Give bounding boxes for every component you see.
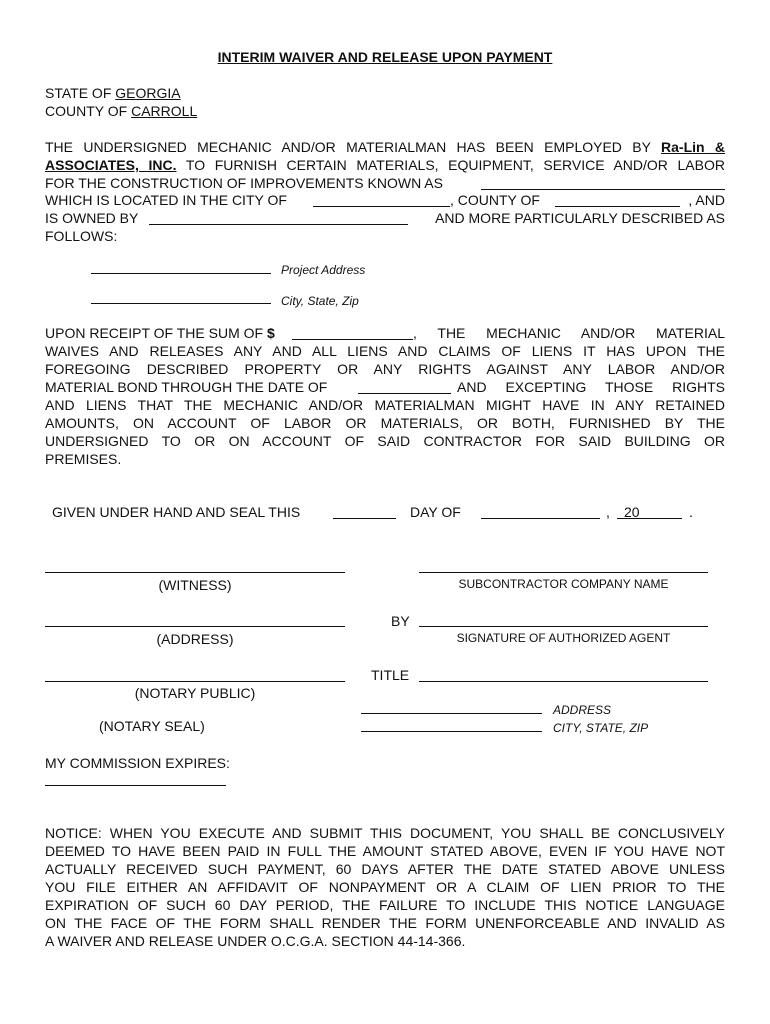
para1-text: THE UNDERSIGNED MECHANIC AND/OR MATERIALMAN HAS BEEN EMPLOYED BY bbox=[45, 139, 651, 155]
para2-line8: PREMISES. bbox=[45, 451, 122, 467]
state-line bbox=[45, 84, 181, 102]
notice-line4: YOU FILE EITHER AN AFFIDAVIT OF NONPAYMENT OR A CLAIM OF LIEN PRIOR TO THE bbox=[45, 879, 725, 895]
title-line[interactable] bbox=[419, 681, 708, 682]
owner-field[interactable] bbox=[149, 224, 408, 225]
para1-line4a: WHICH IS LOCATED IN THE CITY OF bbox=[45, 192, 287, 208]
commission-label: MY COMMISSION EXPIRES: bbox=[45, 755, 230, 771]
day-of-label: DAY OF bbox=[410, 504, 461, 520]
address-right-line[interactable] bbox=[361, 713, 542, 714]
county-line bbox=[45, 102, 197, 120]
period: . bbox=[689, 504, 693, 520]
year-prefix: 20 bbox=[624, 504, 640, 520]
project-address-field[interactable] bbox=[91, 273, 271, 274]
notary-seal-label: (NOTARY SEAL) bbox=[99, 718, 205, 734]
witness-label: (WITNESS) bbox=[158, 577, 232, 593]
para2-line7: UNDERSIGNED TO OR ON ACCOUNT OF SAID CONTRACTOR FOR SAID BUILDING OR bbox=[45, 433, 725, 449]
notice-line3: ACTUALLY RECEIVED SUCH PAYMENT, 60 DAYS AFTER THE DATE STATED ABOVE UNLESS bbox=[45, 861, 725, 877]
project-address-label: Project Address bbox=[281, 263, 366, 277]
para2-line1a bbox=[45, 324, 275, 342]
notice-line1: NOTICE: WHEN YOU EXECUTE AND SUBMIT THIS DOCUMENT, YOU SHALL BE CONCLUSIVELY bbox=[45, 825, 725, 841]
para1-line6: FOLLOWS: bbox=[45, 228, 118, 244]
para1-line5b: AND MORE PARTICULARLY DESCRIBED AS bbox=[435, 210, 725, 226]
county-label: COUNTY OF bbox=[45, 103, 128, 119]
notice-line5: EXPIRATION OF SUCH 60 DAY PERIOD, THE FAILURE TO INCLUDE THIS NOTICE LANGUAGE bbox=[45, 897, 725, 913]
day-field[interactable] bbox=[333, 518, 396, 519]
notice-line2: DEEMED TO HAVE BEEN PAID IN FULL THE AMOUNT STATED ABOVE, EVEN IF YOU HAVE NOT bbox=[45, 843, 725, 859]
para2-text: UPON RECEIPT OF THE SUM OF bbox=[45, 325, 264, 341]
notary-public-label: (NOTARY PUBLIC) bbox=[134, 685, 256, 701]
project-name-field[interactable] bbox=[481, 189, 725, 190]
state-value: GEORGIA bbox=[115, 85, 181, 101]
para1-line3: FOR THE CONSTRUCTION OF IMPROVEMENTS KNOWN AS bbox=[45, 175, 443, 191]
subcontractor-label: SUBCONTRACTOR COMPANY NAME bbox=[458, 577, 669, 591]
para2-line1c: , THE MECHANIC AND/OR MATERIAL bbox=[413, 325, 725, 341]
para2-line3: FOREGOING DESCRIBED PROPERTY OR ANY RIGHTS AGAINST ANY LABOR AND/OR bbox=[45, 361, 725, 377]
para2-line6: AMOUNTS, ON ACCOUNT OF LABOR OR MATERIALS, OR BOTH, FURNISHED BY THE bbox=[45, 415, 725, 431]
project-city-state-zip-field[interactable] bbox=[91, 303, 271, 304]
agent-signature-line[interactable] bbox=[419, 626, 708, 627]
para1-line5a: IS OWNED BY bbox=[45, 210, 139, 226]
comma: , bbox=[606, 504, 610, 520]
para2-line2: WAIVES AND RELEASES ANY AND ALL LIENS AND CLAIMS OF LIENS IT HAS UPON THE bbox=[45, 343, 725, 359]
notice-line7: A WAIVER AND RELEASE UNDER O.C.G.A. SECTION 44-14-366. bbox=[45, 933, 466, 949]
sum-amount-field[interactable] bbox=[292, 339, 413, 340]
month-field[interactable] bbox=[481, 518, 600, 519]
witness-address-line[interactable] bbox=[45, 626, 345, 627]
address-right-label: ADDRESS bbox=[553, 703, 612, 717]
para1-line2 bbox=[45, 156, 725, 174]
witness-signature-line[interactable] bbox=[45, 572, 345, 573]
through-date-field[interactable] bbox=[358, 393, 451, 394]
city-right-label: CITY, STATE, ZIP bbox=[553, 721, 649, 735]
city-right-line[interactable] bbox=[361, 731, 542, 732]
state-label: STATE OF bbox=[45, 85, 112, 101]
para1-line4b: , COUNTY OF bbox=[450, 192, 540, 208]
para2-line5: AND LIENS THAT THE MECHANIC AND/OR MATERIALMAN MIGHT HAVE IN ANY RETAINED bbox=[45, 397, 725, 413]
document-title: INTERIM WAIVER AND RELEASE UPON PAYMENT bbox=[217, 49, 553, 65]
city-state-zip-label: City, State, Zip bbox=[281, 294, 359, 308]
para2-line4b: AND EXCEPTING THOSE RIGHTS bbox=[457, 379, 725, 395]
notice-line6: ON THE FACE OF THE FORM SHALL RENDER THE FORM UNENFORCEABLE AND INVALID AS bbox=[45, 915, 725, 931]
contractor-name-part2: ASSOCIATES, INC. bbox=[45, 157, 177, 173]
county-value: CARROLL bbox=[131, 103, 198, 119]
county-field[interactable] bbox=[555, 206, 680, 207]
contractor-name-part1: Ra-Lin & bbox=[661, 139, 726, 155]
address-label: (ADDRESS) bbox=[156, 631, 234, 647]
given-text: GIVEN UNDER HAND AND SEAL THIS bbox=[52, 504, 301, 520]
para1-line1 bbox=[45, 138, 725, 156]
subcontractor-name-line[interactable] bbox=[419, 572, 708, 573]
para1-text: TO FURNISH CERTAIN MATERIALS, EQUIPMENT, SERVICE AND/OR LABOR bbox=[185, 157, 725, 173]
commission-expires-line[interactable] bbox=[45, 785, 226, 786]
by-label: BY bbox=[391, 613, 410, 629]
notary-public-line[interactable] bbox=[45, 681, 345, 682]
city-field[interactable] bbox=[313, 206, 450, 207]
title-label: TITLE bbox=[371, 667, 410, 683]
para1-line4c: , AND bbox=[688, 192, 725, 208]
signature-label: SIGNATURE OF AUTHORIZED AGENT bbox=[456, 631, 671, 645]
dollar-sign: $ bbox=[266, 325, 275, 341]
para2-line4a: MATERIAL BOND THROUGH THE DATE OF bbox=[45, 379, 328, 395]
